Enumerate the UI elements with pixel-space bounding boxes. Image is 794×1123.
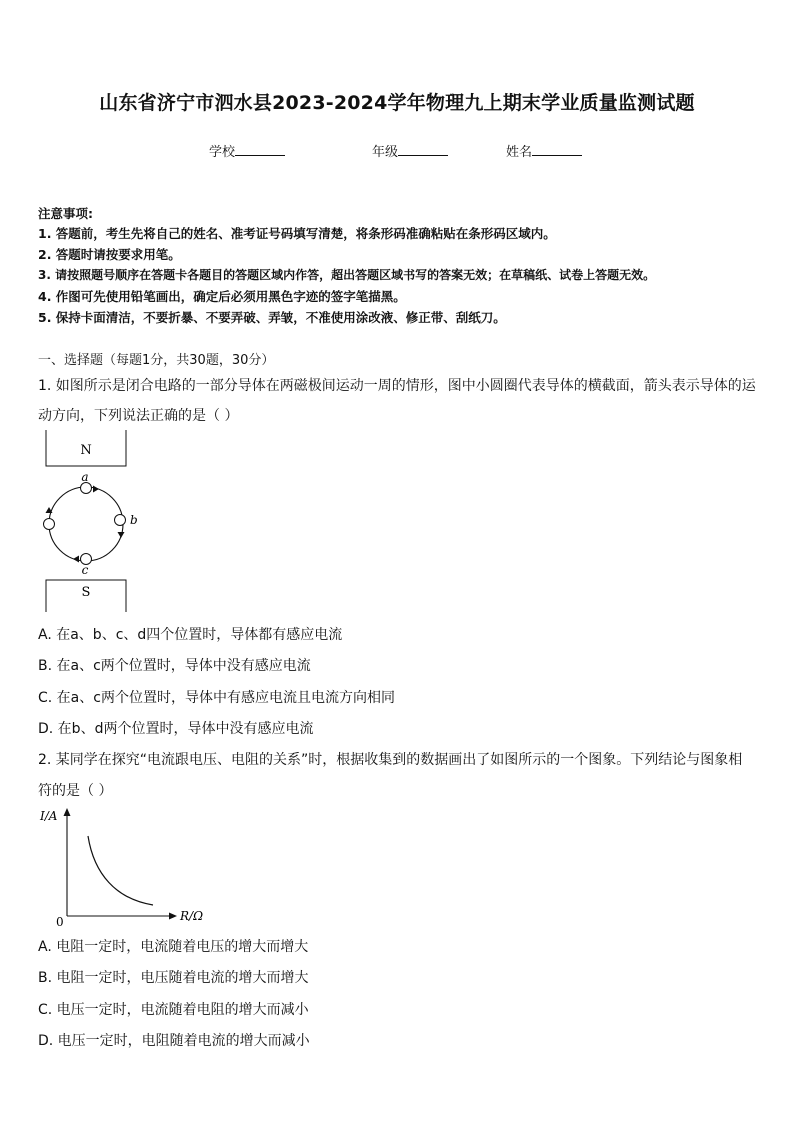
arrow-icon — [73, 556, 79, 563]
q1-stem-line2: 动方向，下列说法正确的是（ ） — [38, 408, 239, 424]
grade-blank — [398, 143, 448, 156]
conductor-b — [115, 515, 126, 526]
school-field — [209, 141, 285, 160]
q1-option-b: B. 在a、c两个位置时，导体中没有感应电流 — [38, 658, 311, 674]
notes-heading: 注意事项: — [38, 206, 93, 221]
y-axis-arrow-icon — [64, 808, 71, 816]
school-blank — [235, 143, 285, 156]
arrow-icon — [93, 486, 99, 493]
note-item: 4. 作图可先使用铅笔画出，确定后必须用黑色字迹的签字笔描黑。 — [38, 289, 406, 304]
name-blank — [532, 143, 582, 156]
name-label: 姓名 — [506, 145, 533, 160]
label-b: b — [130, 513, 138, 527]
exam-title: 山东省济宁市泗水县2023-2024学年物理九上期末学业质量监测试题 — [99, 92, 695, 114]
q2-current-resistance-graph — [38, 804, 218, 929]
q2-option-c: C. 电压一定时，电流随着电阻的增大而减小 — [38, 1002, 309, 1018]
q2-option-b: B. 电阻一定时，电压随着电流的增大而增大 — [38, 970, 309, 986]
label-c: c — [81, 563, 89, 577]
arrow-icon — [118, 532, 125, 538]
q2-stem-line2: 符的是（ ） — [38, 783, 113, 799]
inverse-curve — [88, 836, 153, 905]
school-label: 学校 — [209, 145, 236, 160]
grade-field — [372, 141, 448, 160]
grade-label: 年级 — [372, 145, 399, 160]
note-item: 2. 答题时请按要求用笔。 — [38, 247, 181, 262]
origin-label: 0 — [56, 915, 64, 929]
note-item: 5. 保持卡面清洁，不要折暴、不要弄破、弄皱，不准使用涂改液、修正带、刮纸刀。 — [38, 310, 506, 325]
q1-option-a: A. 在a、b、c、d四个位置时，导体都有感应电流 — [38, 627, 343, 643]
name-field — [506, 141, 582, 160]
note-item: 1. 答题前，考生先将自己的姓名、准考证号码填写清楚，将条形码准确粘贴在条形码区域内。 — [38, 226, 556, 241]
q2-option-d: D. 电压一定时，电阻随着电流的增大而减小 — [38, 1033, 310, 1049]
q1-option-d: D. 在b、d两个位置时，导体中没有感应电流 — [38, 721, 314, 737]
note-item: 3. 请按照题号顺序在答题卡各题目的答题区域内作答，超出答题区域书写的答案无效；在草稿纸、试卷上答题无效。 — [38, 268, 656, 282]
north-label: N — [80, 443, 92, 458]
conductor-d — [44, 519, 55, 530]
x-axis-arrow-icon — [169, 913, 177, 920]
q2-stem-line1: 2. 某同学在探究“电流跟电压、电阻的关系”时，根据收集到的数据画出了如图所示的一个图象。下列结论与图象相 — [38, 752, 743, 768]
label-a: a — [81, 470, 89, 484]
conductor-a — [81, 483, 92, 494]
section-title: 一、选择题（每题1分，共30题，30分） — [38, 353, 275, 368]
q1-stem-line1: 1. 如图所示是闭合电路的一部分导体在两磁极间运动一周的情形，图中小圆圈代表导体的横截面，箭头表示导体的运 — [38, 378, 756, 394]
x-axis-label: R/Ω — [180, 909, 204, 923]
q2-option-a: A. 电阻一定时，电流随着电压的增大而增大 — [38, 939, 309, 955]
south-label: S — [81, 585, 91, 600]
q1-option-c: C. 在a、c两个位置时，导体中有感应电流且电流方向相同 — [38, 690, 395, 706]
motion-path — [49, 487, 123, 561]
q1-magnet-figure — [38, 430, 148, 615]
y-axis-label: I/A — [40, 809, 58, 823]
